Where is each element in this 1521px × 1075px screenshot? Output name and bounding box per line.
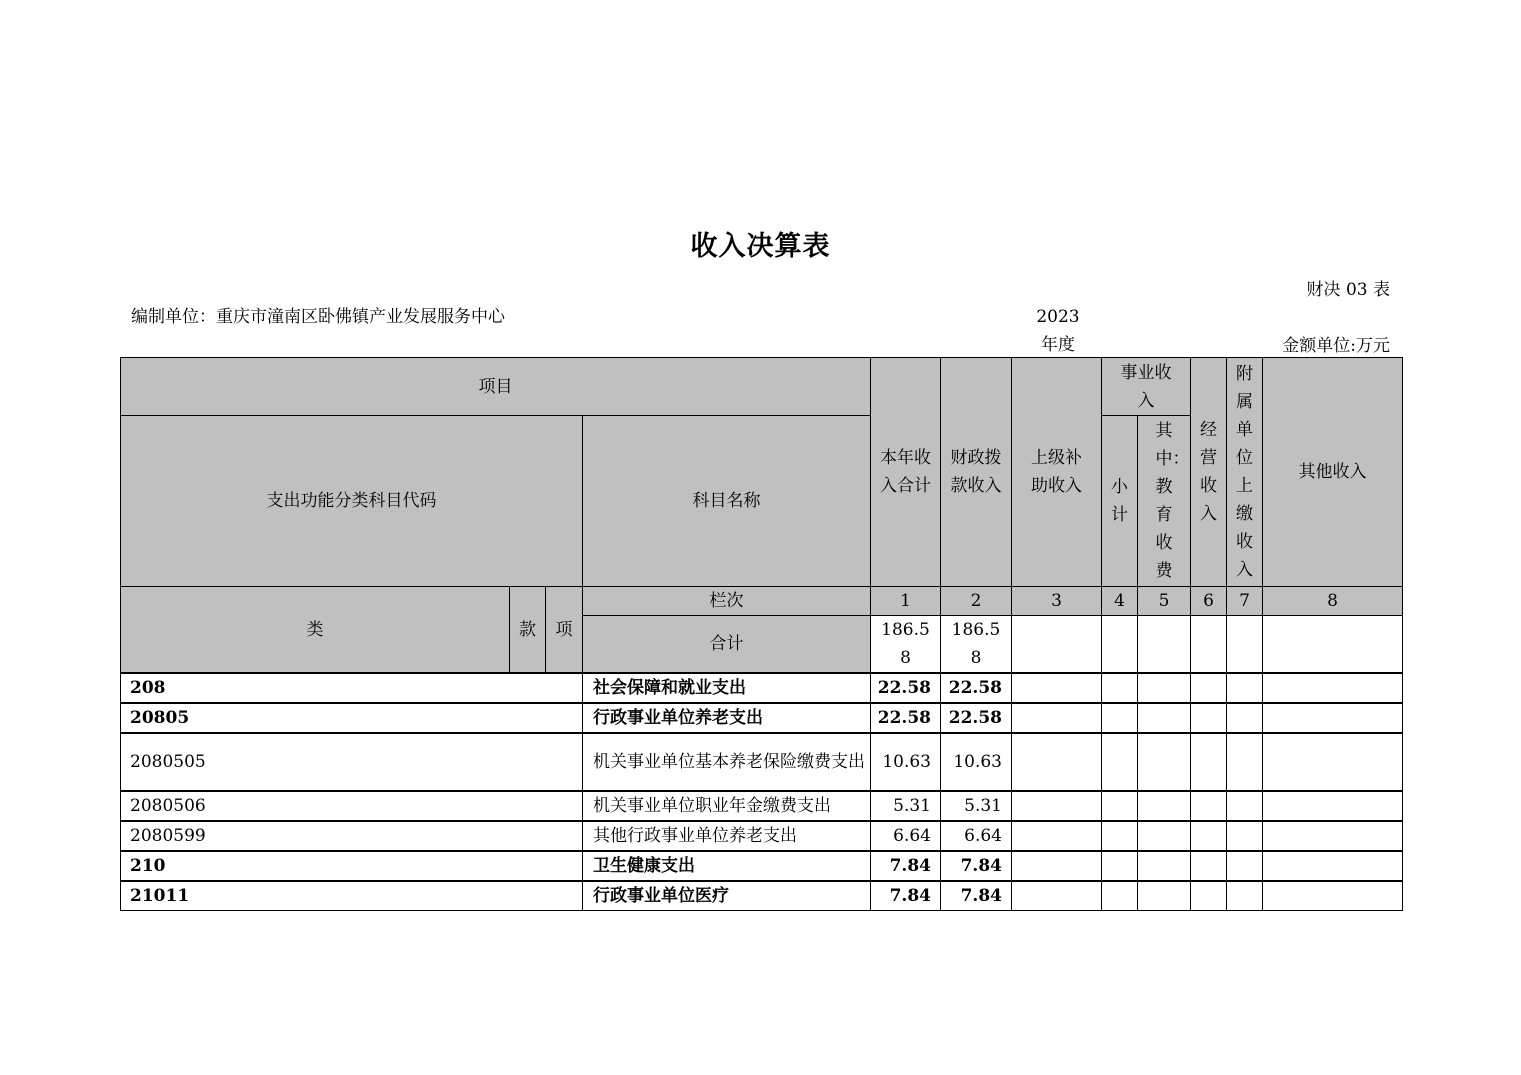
table-row bbox=[121, 703, 1403, 733]
row-fiscal-income: 7.84 bbox=[941, 881, 1012, 911]
column-number-7: 7 bbox=[1227, 587, 1263, 616]
row-empty-cell-4 bbox=[1102, 703, 1138, 733]
form-number: 财决 03 表 bbox=[1306, 280, 1390, 300]
row-empty-cell-8 bbox=[1263, 791, 1403, 821]
row-total-income: 5.31 bbox=[871, 791, 941, 821]
row-code: 20805 bbox=[121, 703, 583, 733]
header-column-no: 栏次 bbox=[583, 587, 871, 616]
table-body bbox=[121, 358, 1403, 911]
row-empty-cell-5 bbox=[1138, 851, 1191, 881]
row-code: 2080599 bbox=[121, 821, 583, 851]
row-code: 208 bbox=[121, 673, 583, 703]
row-empty-cell-8 bbox=[1263, 851, 1403, 881]
row-empty-cell-4 bbox=[1102, 881, 1138, 911]
header-subtotal: 小计 bbox=[1102, 416, 1138, 587]
header-affiliated-income: 附属单位上缴收入 bbox=[1227, 358, 1263, 587]
row-empty-cell-3 bbox=[1012, 673, 1102, 703]
total-fiscal-value: 186.58 bbox=[941, 616, 1012, 674]
row-subject-name: 卫生健康支出 bbox=[583, 851, 871, 881]
row-fiscal-income: 5.31 bbox=[941, 791, 1012, 821]
row-subject-name: 社会保障和就业支出 bbox=[583, 673, 871, 703]
table-row bbox=[121, 851, 1403, 881]
row-empty-cell-4 bbox=[1102, 733, 1138, 791]
row-total-income: 22.58 bbox=[871, 703, 941, 733]
total-cell-7 bbox=[1227, 616, 1263, 674]
row-empty-cell-3 bbox=[1012, 703, 1102, 733]
row-total-income: 22.58 bbox=[871, 673, 941, 703]
row-empty-cell-5 bbox=[1138, 791, 1191, 821]
row-code: 2080506 bbox=[121, 791, 583, 821]
row-subject-name: 行政事业单位养老支出 bbox=[583, 703, 871, 733]
row-empty-cell-7 bbox=[1227, 821, 1263, 851]
row-fiscal-income: 6.64 bbox=[941, 821, 1012, 851]
column-number-5: 5 bbox=[1138, 587, 1191, 616]
header-business-income: 事业收入 bbox=[1102, 358, 1191, 416]
header-lei: 类 bbox=[121, 587, 510, 674]
header-other-income: 其他收入 bbox=[1263, 358, 1403, 587]
row-fiscal-income: 10.63 bbox=[941, 733, 1012, 791]
row-empty-cell-4 bbox=[1102, 791, 1138, 821]
row-empty-cell-8 bbox=[1263, 733, 1403, 791]
table-row bbox=[121, 791, 1403, 821]
row-empty-cell-5 bbox=[1138, 733, 1191, 791]
table-row bbox=[121, 821, 1403, 851]
row-empty-cell-6 bbox=[1191, 881, 1227, 911]
header-func-code: 支出功能分类科目代码 bbox=[121, 416, 583, 587]
table-row bbox=[121, 733, 1403, 791]
fiscal-year: 2023 年度 bbox=[1036, 307, 1080, 355]
row-empty-cell-8 bbox=[1263, 881, 1403, 911]
row-empty-cell-4 bbox=[1102, 673, 1138, 703]
row-empty-cell-8 bbox=[1263, 821, 1403, 851]
row-code: 210 bbox=[121, 851, 583, 881]
table-row bbox=[121, 881, 1403, 911]
row-empty-cell-6 bbox=[1191, 821, 1227, 851]
row-empty-cell-5 bbox=[1138, 881, 1191, 911]
row-empty-cell-5 bbox=[1138, 673, 1191, 703]
column-number-4: 4 bbox=[1102, 587, 1138, 616]
column-number-3: 3 bbox=[1012, 587, 1102, 616]
header-subject-name: 科目名称 bbox=[583, 416, 871, 587]
total-cell-3 bbox=[1012, 616, 1102, 674]
row-empty-cell-5 bbox=[1138, 821, 1191, 851]
row-empty-cell-3 bbox=[1012, 821, 1102, 851]
header-upper-subsidy: 上级补助收入 bbox=[1012, 358, 1102, 587]
row-empty-cell-3 bbox=[1012, 791, 1102, 821]
row-empty-cell-5 bbox=[1138, 703, 1191, 733]
table-row bbox=[121, 673, 1403, 703]
row-empty-cell-3 bbox=[1012, 733, 1102, 791]
header-fiscal-income: 财政拨款收入 bbox=[941, 358, 1012, 587]
row-total-income: 10.63 bbox=[871, 733, 941, 791]
row-empty-cell-4 bbox=[1102, 851, 1138, 881]
row-empty-cell-6 bbox=[1191, 851, 1227, 881]
total-cell-6 bbox=[1191, 616, 1227, 674]
income-report-table bbox=[120, 357, 1403, 911]
header-edu-fee: 其中：教育收费 bbox=[1138, 416, 1191, 587]
total-cell-8 bbox=[1263, 616, 1403, 674]
row-empty-cell-7 bbox=[1227, 851, 1263, 881]
header-item: 项目 bbox=[121, 358, 871, 416]
total-cell-5 bbox=[1138, 616, 1191, 674]
row-subject-name: 其他行政事业单位养老支出 bbox=[583, 821, 871, 851]
row-empty-cell-8 bbox=[1263, 673, 1403, 703]
row-code: 21011 bbox=[121, 881, 583, 911]
header-xiang: 项 bbox=[546, 587, 583, 674]
row-subject-name: 机关事业单位基本养老保险缴费支出 bbox=[583, 733, 871, 791]
money-unit: 金额单位:万元 bbox=[1282, 336, 1390, 356]
total-income-value: 186.58 bbox=[871, 616, 941, 674]
row-empty-cell-7 bbox=[1227, 673, 1263, 703]
row-empty-cell-3 bbox=[1012, 851, 1102, 881]
preparing-unit: 编制单位：重庆市潼南区卧佛镇产业发展服务中心 bbox=[131, 307, 505, 327]
column-number-1: 1 bbox=[871, 587, 941, 616]
row-empty-cell-7 bbox=[1227, 733, 1263, 791]
total-cell-4 bbox=[1102, 616, 1138, 674]
column-number-2: 2 bbox=[941, 587, 1012, 616]
row-subject-name: 机关事业单位职业年金缴费支出 bbox=[583, 791, 871, 821]
row-empty-cell-3 bbox=[1012, 881, 1102, 911]
row-empty-cell-6 bbox=[1191, 703, 1227, 733]
column-number-6: 6 bbox=[1191, 587, 1227, 616]
header-total-income: 本年收入合计 bbox=[871, 358, 941, 587]
row-code: 2080505 bbox=[121, 733, 583, 791]
row-total-income: 6.64 bbox=[871, 821, 941, 851]
row-empty-cell-7 bbox=[1227, 703, 1263, 733]
row-empty-cell-8 bbox=[1263, 703, 1403, 733]
header-operating-income: 经营收入 bbox=[1191, 358, 1227, 587]
row-fiscal-income: 7.84 bbox=[941, 851, 1012, 881]
row-empty-cell-6 bbox=[1191, 791, 1227, 821]
row-subject-name: 行政事业单位医疗 bbox=[583, 881, 871, 911]
row-fiscal-income: 22.58 bbox=[941, 703, 1012, 733]
column-number-8: 8 bbox=[1263, 587, 1403, 616]
row-total-income: 7.84 bbox=[871, 851, 941, 881]
row-total-income: 7.84 bbox=[871, 881, 941, 911]
row-empty-cell-6 bbox=[1191, 733, 1227, 791]
row-empty-cell-4 bbox=[1102, 821, 1138, 851]
row-empty-cell-7 bbox=[1227, 881, 1263, 911]
row-empty-cell-6 bbox=[1191, 673, 1227, 703]
row-empty-cell-7 bbox=[1227, 791, 1263, 821]
row-fiscal-income: 22.58 bbox=[941, 673, 1012, 703]
header-kuan: 款 bbox=[510, 587, 546, 674]
total-label: 合计 bbox=[583, 616, 871, 674]
page-title: 收入决算表 bbox=[690, 231, 831, 262]
